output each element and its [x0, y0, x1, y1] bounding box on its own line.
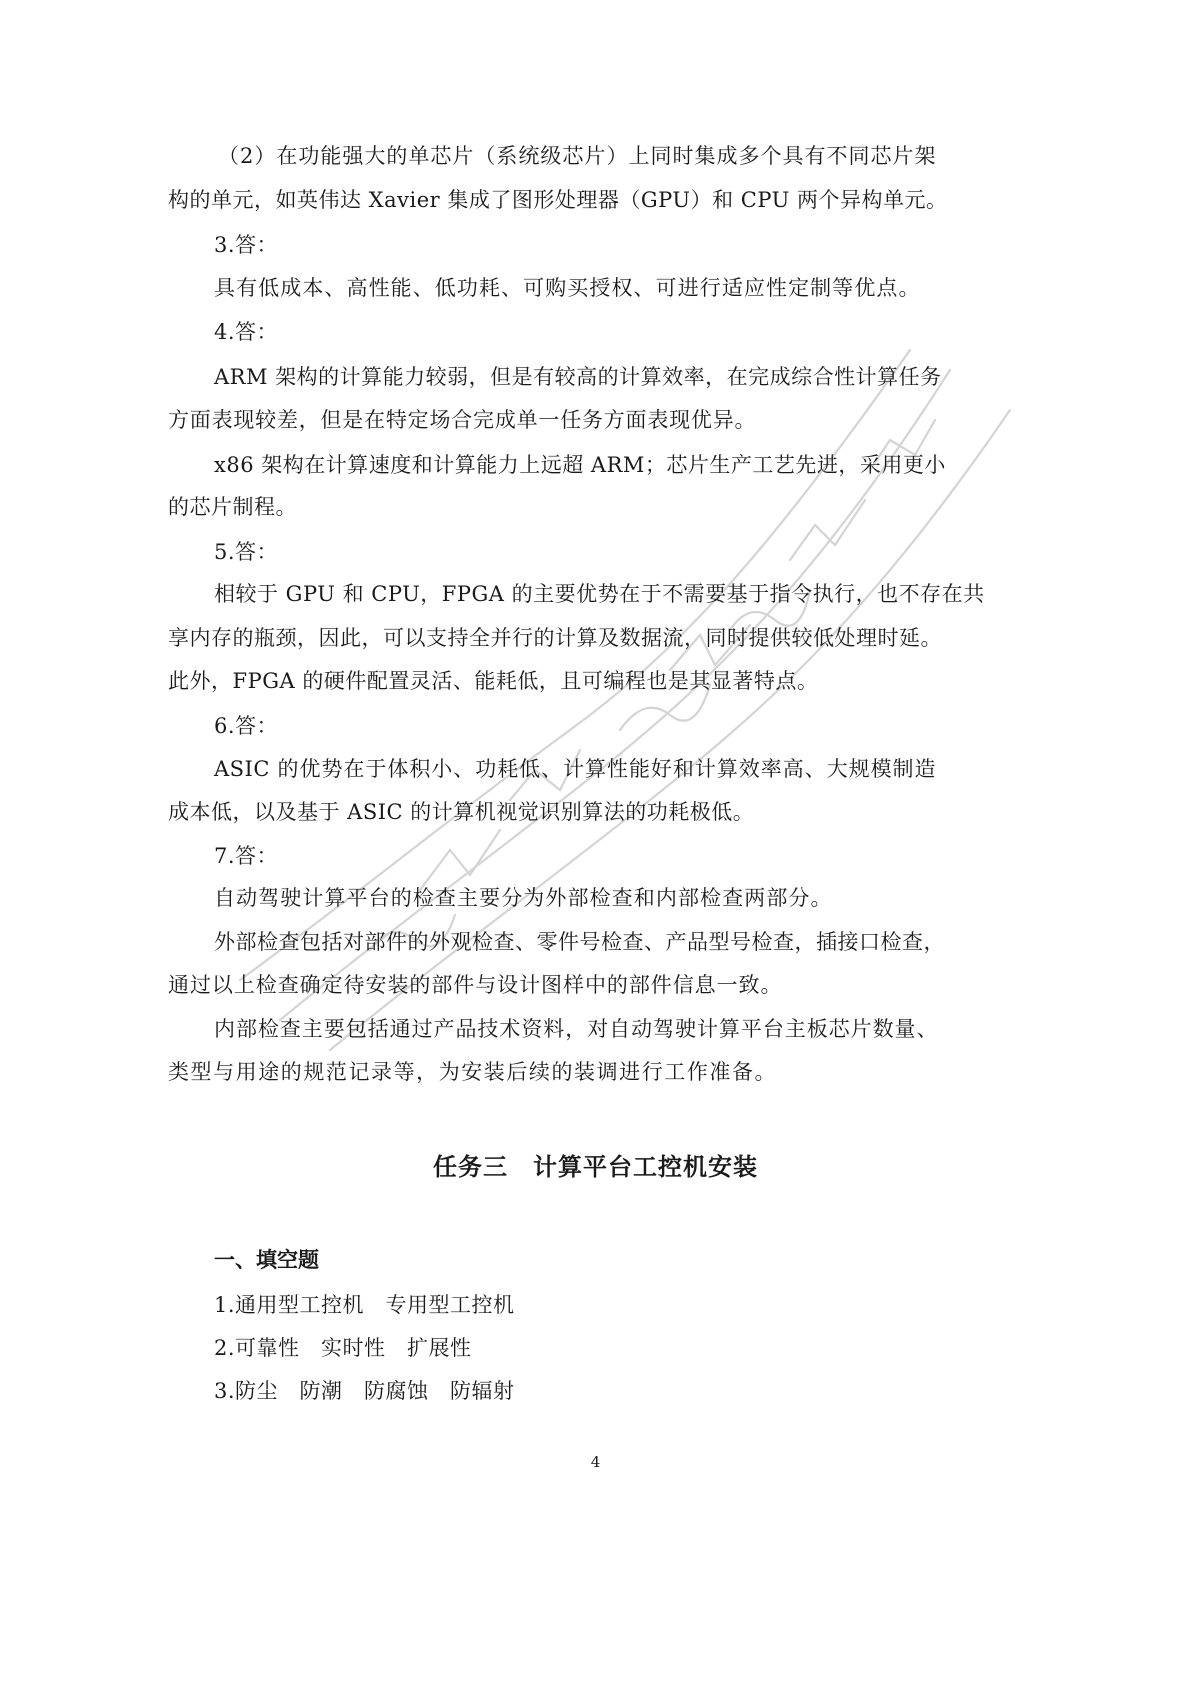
fill-blank-answer: 3.防尘 防潮 防腐蚀 防辐射 [214, 1379, 515, 1403]
text-line: x86 架构在计算速度和计算能力上远超 ARM；芯片生产工艺先进，采用更小 [214, 453, 946, 477]
text-line: 相较于 GPU 和 CPU，FPGA 的主要优势在于不需要基于指令执行，也不存在共 [214, 582, 985, 606]
text-line: 成本低，以及基于 ASIC 的计算机视觉识别算法的功耗极低。 [168, 800, 755, 824]
text-line: 此外，FPGA 的硬件配置灵活、能耗低，且可编程也是其显著特点。 [168, 669, 819, 693]
fill-blank-answer: 1.通用型工控机 专用型工控机 [214, 1293, 515, 1317]
watermark [170, 330, 1040, 1070]
subheading: 一、填空题 [214, 1248, 319, 1272]
text-line: 方面表现较差，但是在特定场合完成单一任务方面表现优异。 [168, 408, 756, 432]
answer-label: 4.答： [214, 320, 279, 344]
text-line: 享内存的瓶颈，因此，可以支持全并行的计算及数据流，同时提供较低处理时延。 [168, 626, 942, 650]
text-line: 构的单元，如英伟达 Xavier 集成了图形处理器（GPU）和 CPU 两个异构单元。 [168, 188, 948, 212]
page-number: 4 [590, 1453, 601, 1471]
section-title: 任务三 计算平台工控机安装 [433, 1153, 758, 1181]
text-line: 自动驾驶计算平台的检查主要分为外部检查和内部检查两部分。 [214, 886, 832, 910]
text-line: ASIC 的优势在于体积小、功耗低、计算性能好和计算效率高、大规模制造 [214, 757, 936, 781]
answer-label: 5.答： [214, 540, 279, 564]
text-line: 内部检查主要包括通过产品技术资料，对自动驾驶计算平台主板芯片数量、 [214, 1017, 938, 1041]
text-line: 类型与用途的规范记录等，为安装后续的装调进行工作准备。 [168, 1060, 776, 1084]
text-line: （2）在功能强大的单芯片（系统级芯片）上同时集成多个具有不同芯片架 [218, 144, 936, 168]
fill-blank-answer: 2.可靠性 实时性 扩展性 [214, 1336, 472, 1360]
answer-label: 3.答： [214, 233, 279, 257]
answer-label: 6.答： [214, 714, 279, 738]
text-line: 的芯片制程。 [168, 495, 297, 519]
text-line: 具有低成本、高性能、低功耗、可购买授权、可进行适应性定制等优点。 [214, 276, 920, 300]
answer-label: 7.答： [214, 844, 279, 868]
text-line: 外部检查包括对部件的外观检查、零件号检查、产品型号检查，插接口检查， [214, 930, 945, 954]
text-line: 通过以上检查确定待安装的部件与设计图样中的部件信息一致。 [168, 973, 782, 997]
text-line: ARM 架构的计算能力较弱，但是有较高的计算效率，在完成综合性计算任务 [214, 365, 942, 389]
